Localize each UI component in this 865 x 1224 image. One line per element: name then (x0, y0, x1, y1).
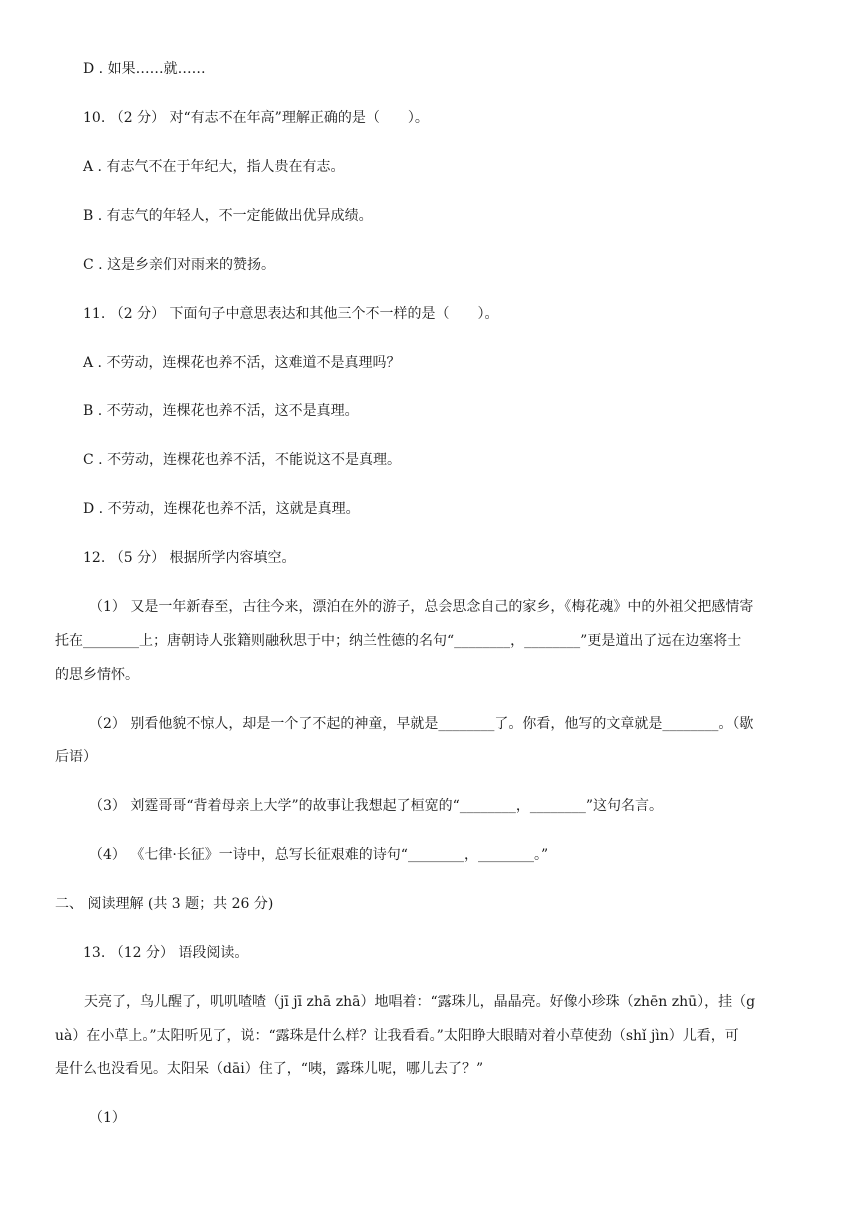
q12-part2-line2: 后语） (55, 749, 97, 765)
q11-option-d: D . 不劳动，连棵花也养不活，这就是真理。 (83, 501, 360, 517)
q10-option-a: A . 有志气不在于年纪大，指人贵在有志。 (83, 159, 345, 175)
question-13: 13. （12 分） 语段阅读。 (83, 945, 249, 961)
q12-part3: （3） 刘霆哥哥“背着母亲上大学”的故事让我想起了桓宽的“________，________”这句名言。 (89, 798, 663, 814)
q12-part2-line1: （2） 别看他貌不惊人，却是一个了不起的神童，早就是________了。你看，他写的文章就是________。（歇 (89, 716, 754, 732)
passage-line2: uà）在小草上。”太阳听见了，说：“露珠是什么样？让我看看。”太阳睁大眼睛对着小草使劲（shǐ jìn）儿看，可 (55, 1028, 739, 1044)
q11-option-a: A . 不劳动，连棵花也养不活，这难道不是真理吗？ (83, 355, 401, 371)
passage-line1: 天亮了，鸟儿醒了，叽叽喳喳（jī jī zhā zhā）地唱着：“露珠儿，晶晶亮。好像小珍珠（zhēn zhū），挂（g (84, 994, 756, 1010)
question-11: 11. （2 分） 下面句子中意思表达和其他三个不一样的是（ ）。 (83, 306, 499, 322)
q10-option-c: C . 这是乡亲们对雨来的赞扬。 (83, 257, 276, 273)
q13-part1: （1） (89, 1110, 126, 1126)
passage-line3: 是什么也没看见。太阳呆（dāi）住了，“咦，露珠儿呢，哪儿去了？” (55, 1061, 484, 1077)
q12-part1-line1: （1） 又是一年新春至，古往今来，漂泊在外的游子，总会思念自己的家乡，《梅花魂》中的外祖父把感情寄 (89, 599, 754, 615)
q11-option-b: B . 不劳动，连棵花也养不活，这不是真理。 (83, 403, 359, 419)
q12-part4: （4） 《七律·长征》一诗中，总写长征艰难的诗句“________，________。” (89, 847, 549, 863)
q10-option-b: B . 有志气的年轻人，不一定能做出优异成绩。 (83, 208, 373, 224)
q9-option-d: D . 如果……就…… (83, 61, 206, 77)
q12-part1-line2: 托在________上；唐朝诗人张籍则融秋思于中；纳兰性德的名句“________，________”更是道出了远在边塞将士 (55, 633, 742, 649)
question-10: 10. （2 分） 对“有志不在年高”理解正确的是（ ）。 (83, 110, 429, 126)
section-2-heading: 二、 阅读理解 (共 3 题；共 26 分) (55, 896, 274, 912)
question-12: 12. （5 分） 根据所学内容填空。 (83, 550, 296, 566)
q12-part1-line3: 的思乡情怀。 (55, 667, 139, 683)
q11-option-c: C . 不劳动，连棵花也养不活，不能说这不是真理。 (83, 452, 402, 468)
